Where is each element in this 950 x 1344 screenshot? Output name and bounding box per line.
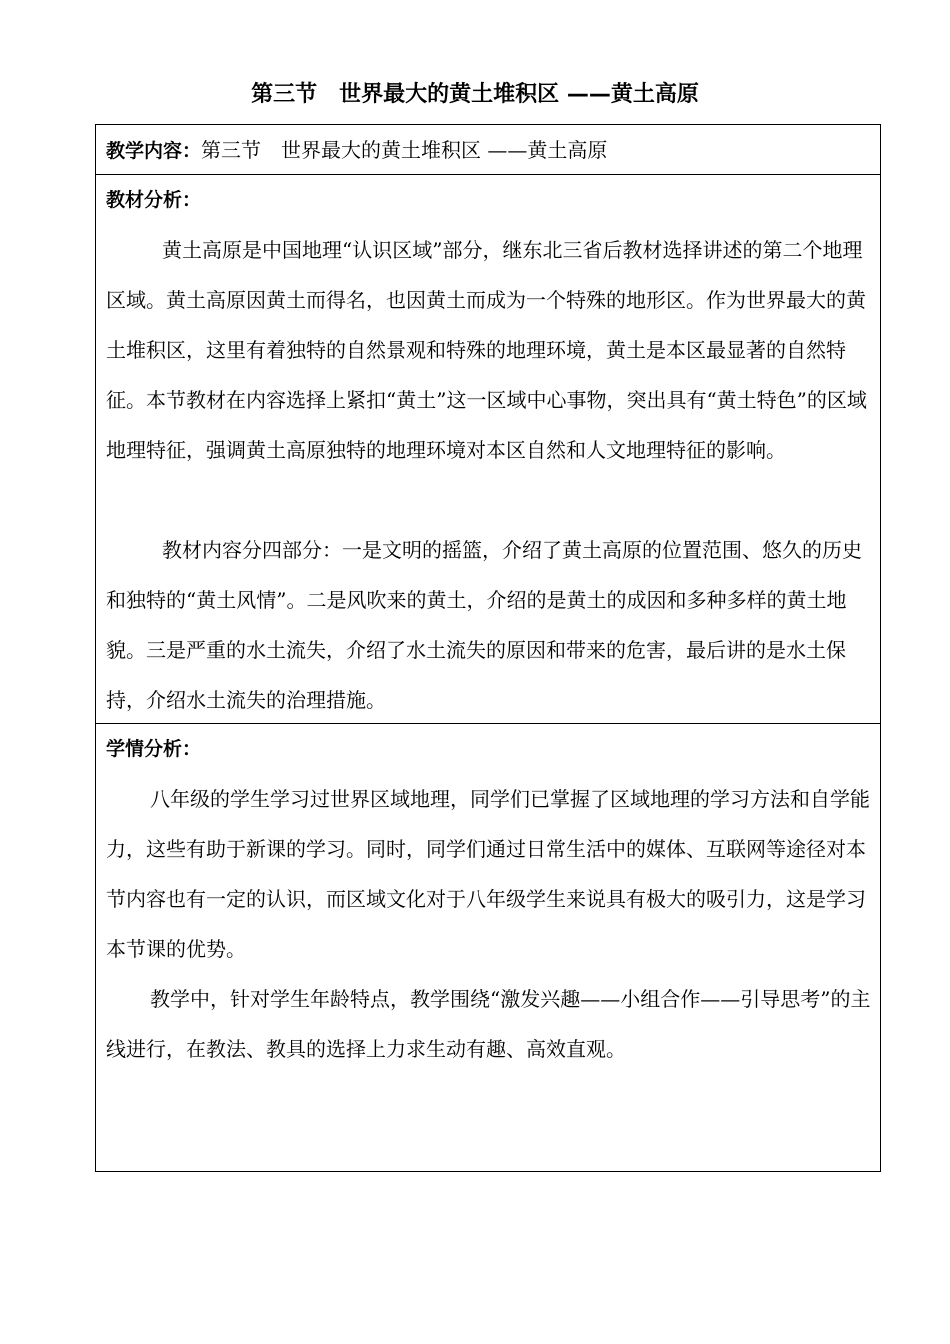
document-title: 第三节 世界最大的黄土堆积区 ——黄土高原 [251,82,699,107]
student-analysis-paragraph: 八年级的学生学习过世界区域地理，同学们已掌握了区域地理的学习方法和自学能力，这些有助于新课的学习。同时，同学们通过日常生活中的媒体、互联网等途径对本节内容也有一定的认识，而区域文化对于八年级学生来说具有极大的吸引力，这是学习本节课的优势。 [106,787,870,961]
teaching-content-line [106,125,607,176]
teaching-content-row [96,125,880,175]
textbook-analysis-row [96,175,880,724]
student-analysis-row [96,724,880,1171]
textbook-analysis-paragraph: 黄土高原是中国地理“认识区域”部分，继东北三省后教材选择讲述的第二个地理区域。黄土高原因黄土而得名，也因黄土而成为一个特殊的地形区。作为世界最大的黄土堆积区，这里有着独特的自然景观和特殊的地理环境，黄土是本区最显著的自然特征。本节教材在内容选择上紧扣“黄土”这一区域中心事物，突出具有“黄土特色”的区域地理特征，强调黄土高原独特的地理环境对本区自然和人文地理特征的影响。 [106,238,867,462]
student-analysis-paragraph: 教学中，针对学生年龄特点，教学围绕“激发兴趣——小组合作——引导思考”的主线进行，在教法、教具的选择上力求生动有趣、高效直观。 [106,987,871,1061]
lesson-plan-table [95,124,881,1172]
teaching-content-value: 第三节 世界最大的黄土堆积区 ——黄土高原 [201,138,608,162]
textbook-analysis-label: 教材分析： [106,189,202,211]
textbook-analysis-paragraph: 教材内容分四部分：一是文明的摇篮，介绍了黄土高原的位置范围、悠久的历史和独特的“黄土风情”。二是风吹来的黄土，介绍的是黄土的成因和多种多样的黄土地貌。三是严重的水土流失，介绍了水土流失的原因和带来的危害，最后讲的是水土保持，介绍水土流失的治理措施。 [106,538,862,712]
teaching-content-label: 教学内容： [106,140,202,162]
student-analysis-label: 学情分析： [106,738,202,760]
